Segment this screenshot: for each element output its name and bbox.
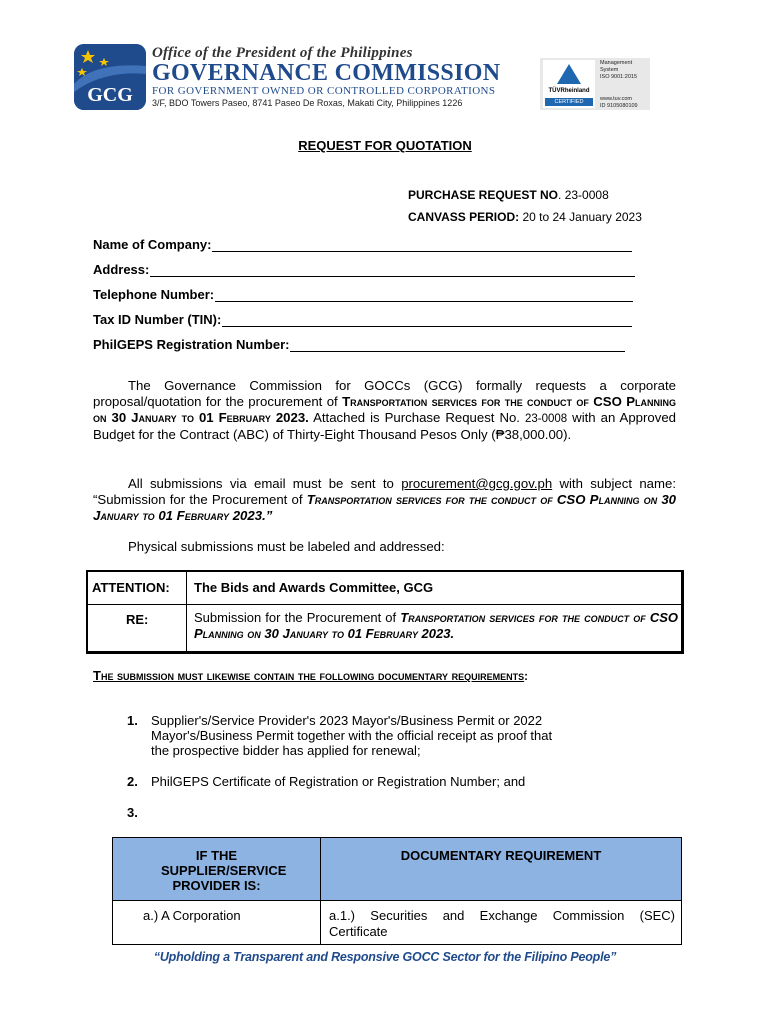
tuv-brand: TÜVRheinland <box>548 88 590 94</box>
tuv-certified-label: CERTIFIED <box>545 98 593 106</box>
canvass-period-value: 20 to 24 January 2023 <box>519 210 642 224</box>
email-subject-emphasis: Transportation services for the conduct of CSO Planning on 30 January to 01 February 2023.” <box>93 492 677 523</box>
email-paragraph <box>93 476 676 524</box>
requirements-heading-text: The submission must likewise contain the following documentary requirements <box>93 668 525 683</box>
table-divider <box>113 900 681 901</box>
footer-tagline: “Upholding a Transparent and Responsive GOCC Sector for the Filipino People” <box>153 950 617 964</box>
para-text: with subject name: “Submission for the Procurement of <box>93 476 676 507</box>
purchase-request-label: PURCHASE REQUEST NO <box>408 188 559 202</box>
requirements-heading <box>93 668 528 683</box>
tuv-certification-badge <box>540 58 650 110</box>
table-divider <box>88 604 682 605</box>
column-header-requirement: DOCUMENTARY REQUIREMENT <box>400 848 602 863</box>
procurement-subject: Transportation services for the conduct of CSO Planning on 30 January to 01 February 2023. <box>93 394 676 425</box>
table-cell-requirement <box>329 908 675 940</box>
table-cell-supplier-type: a.) A Corporation <box>143 908 241 923</box>
re-emphasis: Transportation services for the conduct of CSO Planning on 30 January to 01 February 2023. <box>194 610 678 641</box>
requirements-colon: : <box>524 671 529 683</box>
requirement-text: PhilGEPS Certificate of Registration or Registration Number; and <box>151 774 526 789</box>
field-blank-line[interactable] <box>222 314 632 327</box>
field-tin[interactable] <box>93 312 632 327</box>
field-label: Telephone Number: <box>93 287 215 302</box>
email-link[interactable]: procurement@gcg.gov.ph <box>401 476 553 491</box>
document-title: REQUEST FOR QUOTATION <box>298 138 472 153</box>
field-company-name[interactable] <box>93 237 632 252</box>
requirement-number: 2. <box>127 774 138 789</box>
para-text: All submissions via email must be sent to <box>128 476 402 491</box>
attention-table <box>86 570 684 654</box>
para-text: The Governance Commission for GOCCs (GCG) formally requests a corporate proposal/quotation for the procurement of <box>93 378 676 409</box>
field-philgeps[interactable] <box>93 337 625 352</box>
tuv-line3: ISO 9001:2015 <box>600 74 638 80</box>
field-address[interactable] <box>93 262 635 277</box>
field-telephone[interactable] <box>93 287 633 302</box>
tuv-mark <box>543 60 595 108</box>
canvass-period <box>408 210 642 224</box>
field-blank-line[interactable] <box>150 264 635 277</box>
field-blank-line[interactable] <box>290 339 625 352</box>
field-label: Address: <box>93 262 150 277</box>
attention-label: ATTENTION: <box>92 580 170 595</box>
tuv-footer <box>600 96 648 110</box>
re-text: Submission for the Procurement of <box>194 610 401 625</box>
para-text: Attached is Purchase Request No. <box>308 410 525 425</box>
pr-number-inline: 23-0008 <box>524 413 568 425</box>
canvass-period-label: CANVASS PERIOD: <box>408 210 520 224</box>
request-paragraph <box>93 378 676 443</box>
attention-value: The Bids and Awards Committee, GCG <box>194 580 434 595</box>
requirement-cell-text: a.1.) Securities and Exchange Commission (SEC) Certificate <box>329 908 675 939</box>
field-label: Name of Company: <box>93 237 212 252</box>
office-address: 3/F, BDO Towers Paseo, 8741 Paseo De Roxas, Makati City, Philippines 1226 <box>152 98 463 108</box>
field-label: Tax ID Number (TIN): <box>93 312 222 327</box>
field-blank-line[interactable] <box>212 239 632 252</box>
office-name: Office of the President of the Philippines <box>152 45 413 61</box>
re-value <box>194 610 678 642</box>
documentary-requirements-table <box>112 837 682 945</box>
purchase-request-value: . 23-0008 <box>558 188 609 202</box>
tuv-id: ID 9105080109 <box>600 103 638 109</box>
commission-name: GOVERNANCE COMMISSION <box>152 60 501 86</box>
tuv-details <box>600 60 648 81</box>
table-divider <box>186 572 187 652</box>
requirement-number: 3. <box>127 805 138 820</box>
purchase-request-number <box>408 188 609 202</box>
logo-text: GCG <box>87 84 133 106</box>
tuv-line2: System <box>600 67 619 73</box>
tuv-url: www.tuv.com <box>600 96 632 102</box>
tuv-triangle-icon <box>557 64 581 84</box>
para-text: with an Approved Budget for the Contract (ABC) of Thirty-Eight Thousand Pesos Only (₱38,000.00). <box>93 410 676 442</box>
physical-submission-note: Physical submissions must be labeled and addressed: <box>128 539 445 554</box>
requirement-text: Supplier's/Service Provider's 2023 Mayor's/Business Permit or 2022 Mayor's/Business Permit together with the official receipt as proof that the prospective bidder has applied for renewal; <box>151 713 553 758</box>
commission-subtitle: FOR GOVERNMENT OWNED OR CONTROLLED CORPORATIONS <box>152 85 496 97</box>
field-label: PhilGEPS Registration Number: <box>93 337 290 352</box>
column-header-supplier: IF THE SUPPLIER/SERVICE PROVIDER IS: <box>161 848 287 893</box>
requirement-number: 1. <box>127 713 138 728</box>
tuv-line1: Management <box>600 60 633 66</box>
gcg-logo <box>74 44 146 110</box>
re-label: RE: <box>126 612 149 627</box>
field-blank-line[interactable] <box>215 289 633 302</box>
